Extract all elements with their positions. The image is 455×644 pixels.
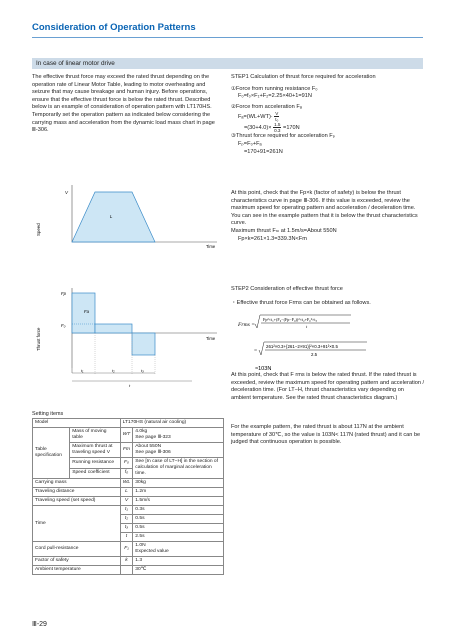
cell-t3-value: 0.5s [133, 524, 224, 533]
example-paragraph: For the example pattern, the rated thrust is about 117N at the ambient temperature of 30℃, so the value is 103N< 117N (rated thrust) and it can be judged that continuous operation is possible. [231, 424, 421, 446]
eq2b-den: 0.3 [274, 128, 281, 134]
frms-formula [231, 312, 425, 372]
speed-axis-label: Speed [36, 223, 41, 236]
step1-eq3b: =170+91=261N [244, 148, 283, 155]
eq-sign: = [254, 348, 258, 354]
cell-t2-value: 0.5s [133, 515, 224, 524]
table-row [33, 557, 224, 566]
eq2a-text: Fₐ=(WL+WT)· [238, 114, 273, 121]
setting-items-title: Setting items [32, 411, 64, 417]
cell-maxthrust-label: Maximum thrust at traveling speed V [70, 443, 120, 458]
check1-block [231, 190, 425, 243]
constant-block [95, 324, 132, 333]
time2-label: Time [206, 336, 216, 341]
f0-label: F₀ [61, 323, 66, 328]
fp-label: Fp [61, 291, 67, 296]
t-label: t [129, 383, 131, 388]
cell-tspeed-sym: V [120, 497, 133, 506]
cell-t1-sym: t₁ [120, 506, 133, 515]
check1-text: At this point, check that the Fp×k (factor of safety) is below the thrust characteristics curve in page Ⅲ-306. If this value is exceeded, review the maximum speed for operating pattern and acceleration / deceleration time. You can see in the example pattern that it is below the thrust characteristics curve. [231, 190, 418, 227]
t3-label: t₃ [141, 368, 144, 373]
check1-max: Maximum thrust Fₘ at 1.5m/s=About 550N [231, 227, 337, 234]
table-row [33, 488, 224, 497]
time1-label: Time [206, 244, 216, 249]
step1-eq2b [231, 122, 425, 133]
speed-chart [32, 180, 224, 270]
table-row [33, 542, 224, 557]
step1-eq3a: Fₚ=F₀+Fₐ [238, 140, 262, 147]
cell-maxthrust-sym: Fm [120, 443, 133, 458]
cell-speedcoef-label: Speed coefficient [70, 468, 120, 479]
frms-den: t [306, 324, 308, 329]
cell-model-label: Model [33, 419, 121, 428]
cell-tspeed-value: 1.5m/s [133, 497, 224, 506]
cell-running-value: See [In case of LT−H] in the section of calculation of marginal acceleration time. [133, 458, 224, 479]
cell-time-label: Time [33, 506, 121, 542]
cell-distance-sym: L [120, 488, 133, 497]
eq2b-num: 1.5 [274, 122, 281, 128]
thrust-axis-label: Thrust force [36, 327, 41, 351]
step1-heading: STEP1 Calculation of thrust force required for acceleration [231, 74, 376, 80]
step1-item3: ③Thrust force required for acceleration Fₚ [231, 133, 336, 140]
cell-cord-value: 1.0N Expected value [133, 542, 224, 557]
page-number: Ⅲ-29 [32, 621, 47, 628]
step2-heading: STEP2 Consideration of effective thrust force [231, 286, 343, 292]
cell-carrying-value: 30kg [133, 479, 224, 488]
frms-num: Fp²×t₁+(F₀−(Fp−F₀))²×t₂+F₀²×t₃ [263, 317, 317, 322]
cell-maxthrust-value: About 550N See page Ⅲ-306 [133, 443, 224, 458]
table-row [33, 419, 224, 428]
eq2b-fraction [273, 122, 281, 133]
table-row [33, 506, 224, 515]
cell-t3-sym: t₃ [120, 524, 133, 533]
cell-mass-sym: WT [120, 428, 133, 443]
v-label: V [65, 190, 68, 195]
page-title: Consideration of Operation Patterns [32, 22, 196, 33]
frms-label: Frms = [238, 322, 255, 328]
cell-t2-sym: t₂ [120, 515, 133, 524]
decel-block [132, 333, 155, 355]
cell-tspeed-label: Traveling speed (set speed) [33, 497, 121, 506]
eq2a-fraction [274, 111, 279, 122]
table-row [33, 428, 224, 443]
speed-trapezoid [72, 192, 155, 242]
step1-eq1: F₀=f₀×F₁+F₂=2.25×40+1=91N [238, 93, 312, 100]
step1-eq2a [231, 111, 425, 122]
fa-label: Fa [84, 309, 90, 314]
cell-speedcoef-sym: f₀ [120, 468, 133, 479]
t2-label: t₂ [112, 368, 115, 373]
cell-carrying-label: Carrying mass [33, 479, 121, 488]
table-row [33, 566, 224, 575]
cell-spec-label: Table specification [33, 428, 70, 479]
table-row [33, 497, 224, 506]
after-paragraph: At this point, check that F rms is below the rated thrust. If the rated thrust is exceeded, review the maximum speed for operating pattern and acceleration / deceleration time. (For LT−H, thrust characteristics vary depending on ambient temperature. See the rated thrust characteristics diagram.) [231, 372, 425, 401]
eq-den: 2.5 [311, 352, 318, 357]
cell-t1-value: 0.3s [133, 506, 224, 515]
check1-fpk: Fp×k=261×1.3=339.3N<Fm [238, 235, 307, 242]
eq2b-text: =(30+4.0)× [244, 125, 272, 132]
cell-mass-label: Mass of moving table [70, 428, 120, 443]
thrust-chart [32, 283, 224, 393]
cell-model-value: LT170HS (natural air cooling) [120, 419, 223, 428]
eq2a-den: t₀ [275, 117, 279, 123]
section-header: In case of linear motor drive [32, 58, 423, 69]
cell-carrying-sym: WL [120, 479, 133, 488]
table-row [33, 479, 224, 488]
eq2a-num: V [275, 111, 279, 117]
cell-distance-label: Traveling distance [33, 488, 121, 497]
cell-cord-sym: F₁ [120, 542, 133, 557]
cell-t-sym: t [120, 533, 133, 542]
cell-running-label: Running resistance [70, 458, 120, 469]
cell-ambient-value: 30℃ [133, 566, 224, 575]
cell-safety-sym: k [120, 557, 133, 566]
cell-ambient-sym [120, 566, 133, 575]
setting-table [32, 418, 224, 575]
step1-item2: ②Force from acceleration Fₐ [231, 103, 302, 110]
cell-t-value: 2.5s [133, 533, 224, 542]
step1-item1: ①Force from running resistance F₀ [231, 85, 318, 92]
cell-cord-label: Cord pull-resistance [33, 542, 121, 557]
cell-distance-value: 1.2m [133, 488, 224, 497]
cell-mass-value: 4.0kg See page Ⅲ-323 [133, 428, 224, 443]
cell-safety-value: 1.3 [133, 557, 224, 566]
step1-block [231, 74, 425, 156]
step2-block [231, 286, 425, 307]
cell-running-sym: F₀ [120, 458, 133, 469]
l-label: L [110, 214, 113, 219]
step2-bullet: ・Effective thrust force Frms can be obtained as follows. [231, 299, 371, 306]
cell-safety-label: Factor of safety [33, 557, 121, 566]
cell-ambient-label: Ambient temperature [33, 566, 121, 575]
eq-num: 261²×0.3+{261−2×91)}²×0.3+91²×0.5 [266, 344, 338, 349]
title-divider [32, 37, 423, 38]
result: ≈103N [255, 366, 272, 372]
t1-label: t₁ [81, 368, 84, 373]
eq2b-tail: =170N [283, 125, 300, 132]
intro-paragraph: The effective thrust force may exceed the rated thrust depending on the operation rate of Linear Motor Table, leading to motor overheating and seizure that may cause breakage and human injury. Before operations, ensure that the effective thrust force is below the rated thrust. Described below is an example of consideration of operation pattern with LT170HS. Temporarily set the operation pattern as indicated below considering the carrying mass and acceleration from the dynamic load mass chart in page Ⅲ-306. [32, 74, 215, 134]
